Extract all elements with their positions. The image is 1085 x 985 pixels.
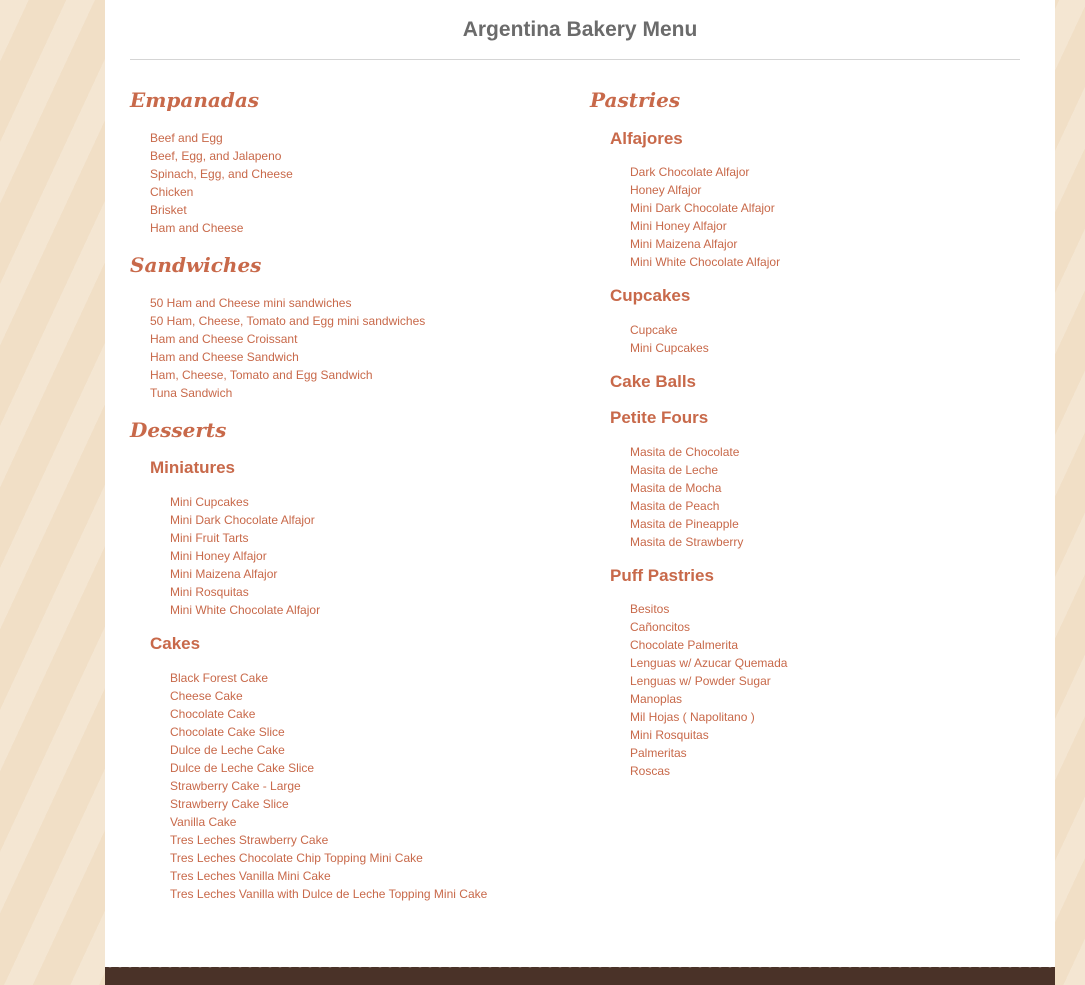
menu-item[interactable]: Mini Cupcakes <box>630 341 709 355</box>
menu-item[interactable]: Mini Honey Alfajor <box>170 549 267 563</box>
subcategory-alfajores: Alfajores <box>610 129 683 148</box>
menu-page <box>105 0 1055 970</box>
menu-item[interactable]: Mini Rosquitas <box>170 585 249 599</box>
menu-item[interactable]: Ham and Cheese <box>150 221 244 235</box>
menu-item[interactable]: Tres Leches Vanilla Mini Cake <box>170 869 331 883</box>
petite-fours-list <box>590 443 1030 551</box>
menu-item[interactable]: Mini Cupcakes <box>170 495 249 509</box>
menu-item[interactable]: Masita de Chocolate <box>630 445 740 459</box>
cakes-list <box>130 669 570 903</box>
category-desserts: Desserts <box>130 418 227 442</box>
menu-item[interactable]: Tuna Sandwich <box>150 386 233 400</box>
menu-item[interactable]: Chocolate Palmerita <box>630 638 739 652</box>
subcategory-cupcakes: Cupcakes <box>610 286 691 305</box>
title-divider <box>130 59 1020 60</box>
category-sandwiches: Sandwiches <box>130 253 262 277</box>
right-column <box>590 86 1030 780</box>
menu-item[interactable]: Tres Leches Vanilla with Dulce de Leche Topping Mini Cake <box>170 887 488 901</box>
subcategory-cakes: Cakes <box>150 634 201 653</box>
menu-item[interactable]: Honey Alfajor <box>630 183 702 197</box>
subcategory-cake-balls: Cake Balls <box>610 372 696 391</box>
page-title: Argentina Bakery Menu <box>462 18 698 41</box>
menu-item[interactable]: Strawberry Cake Slice <box>170 797 289 811</box>
left-column <box>130 86 570 903</box>
menu-item[interactable]: Mini Honey Alfajor <box>630 219 727 233</box>
menu-item[interactable]: Black Forest Cake <box>170 671 269 685</box>
menu-item[interactable]: Masita de Peach <box>630 499 720 513</box>
menu-item[interactable]: Mini White Chocolate Alfajor <box>630 255 781 269</box>
category-pastries: Pastries <box>590 88 681 112</box>
menu-item[interactable]: Manoplas <box>630 692 683 706</box>
subcategory-petite-fours: Petite Fours <box>610 408 709 427</box>
menu-item[interactable]: Cañoncitos <box>630 620 691 634</box>
menu-item[interactable]: Mini Maizena Alfajor <box>170 567 278 581</box>
menu-item[interactable]: 50 Ham, Cheese, Tomato and Egg mini sandwiches <box>150 314 426 328</box>
subcategory-puff-pastries: Puff Pastries <box>610 566 714 585</box>
menu-item[interactable]: Besitos <box>630 602 670 616</box>
menu-item[interactable]: Masita de Pineapple <box>630 517 739 531</box>
menu-item[interactable]: Masita de Strawberry <box>630 535 744 549</box>
cupcakes-list <box>590 321 1030 357</box>
menu-item[interactable]: Mini Maizena Alfajor <box>630 237 738 251</box>
menu-item[interactable]: Strawberry Cake - Large <box>170 779 301 793</box>
category-empanadas: Empanadas <box>130 88 260 112</box>
menu-item[interactable]: Roscas <box>630 764 671 778</box>
menu-item[interactable]: Beef, Egg, and Jalapeno <box>150 149 282 163</box>
menu-item[interactable]: Chicken <box>150 185 194 199</box>
menu-item[interactable]: Palmeritas <box>630 746 687 760</box>
sandwiches-list <box>130 294 570 402</box>
menu-item[interactable]: Ham, Cheese, Tomato and Egg Sandwich <box>150 368 373 382</box>
menu-item[interactable]: Mini Rosquitas <box>630 728 709 742</box>
puff-pastries-list <box>590 600 1030 780</box>
menu-item[interactable]: Cheese Cake <box>170 689 243 703</box>
menu-item[interactable]: Masita de Mocha <box>630 481 722 495</box>
menu-item[interactable]: Mil Hojas ( Napolitano ) <box>630 710 755 724</box>
menu-item[interactable]: Mini Fruit Tarts <box>170 531 249 545</box>
alfajores-list <box>590 163 1030 271</box>
miniatures-list <box>130 493 570 619</box>
menu-item[interactable]: Dulce de Leche Cake Slice <box>170 761 315 775</box>
scalloped-edge <box>105 962 1055 974</box>
menu-item[interactable]: Chocolate Cake Slice <box>170 725 285 739</box>
menu-item[interactable]: Mini Dark Chocolate Alfajor <box>630 201 775 215</box>
menu-item[interactable]: Tres Leches Strawberry Cake <box>170 833 329 847</box>
menu-item[interactable]: Beef and Egg <box>150 131 223 145</box>
menu-item[interactable]: Masita de Leche <box>630 463 719 477</box>
menu-item[interactable]: Ham and Cheese Croissant <box>150 332 298 346</box>
menu-item[interactable]: Spinach, Egg, and Cheese <box>150 167 293 181</box>
menu-item[interactable]: Cupcake <box>630 323 678 337</box>
menu-item[interactable]: Mini White Chocolate Alfajor <box>170 603 321 617</box>
menu-item[interactable]: Ham and Cheese Sandwich <box>150 350 299 364</box>
menu-item[interactable]: Mini Dark Chocolate Alfajor <box>170 513 315 527</box>
menu-item[interactable]: Brisket <box>150 203 187 217</box>
menu-item[interactable]: Tres Leches Chocolate Chip Topping Mini Cake <box>170 851 423 865</box>
menu-item[interactable]: 50 Ham and Cheese mini sandwiches <box>150 296 352 310</box>
subcategory-miniatures: Miniatures <box>150 458 236 477</box>
menu-item[interactable]: Dulce de Leche Cake <box>170 743 285 757</box>
menu-item[interactable]: Dark Chocolate Alfajor <box>630 165 750 179</box>
menu-item[interactable]: Vanilla Cake <box>170 815 237 829</box>
menu-item[interactable]: Chocolate Cake <box>170 707 256 721</box>
menu-item[interactable]: Lenguas w/ Powder Sugar <box>630 674 771 688</box>
empanadas-list <box>130 129 570 237</box>
menu-item[interactable]: Lenguas w/ Azucar Quemada <box>630 656 788 670</box>
